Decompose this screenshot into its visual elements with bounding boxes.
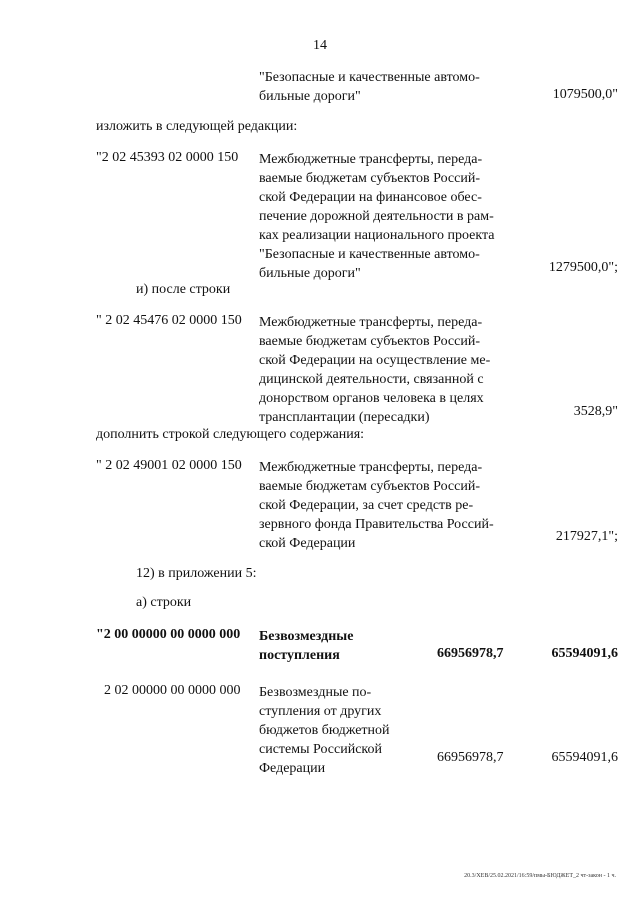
desc-line: "Безопасные и качественные автомо- (259, 70, 480, 85)
page-number: 14 (313, 38, 327, 53)
desc-line: ках реализации национального проекта (259, 228, 495, 243)
row2-code: 2 02 00000 00 0000 000 (104, 683, 241, 698)
desc-line: Безвозмездные (259, 629, 354, 644)
block4-code: " 2 02 49001 02 0000 150 (96, 458, 242, 473)
desc-line: ской Федерации на финансовое обес- (259, 190, 482, 205)
block4-description (259, 458, 509, 553)
row2-amount1: 66956978,7 (437, 750, 504, 765)
desc-line: ваемые бюджетам субъектов Россий- (259, 479, 480, 494)
block2-description (259, 150, 509, 283)
block3-description (259, 313, 509, 427)
block3-amount: 3528,9" (573, 404, 618, 419)
desc-line: поступления (259, 648, 340, 663)
desc-line: бильные дороги" (259, 266, 361, 281)
desc-line: Безвозмездные по- (259, 685, 372, 700)
desc-line: ской Федерации, за счет средств ре- (259, 498, 474, 513)
instruction-text: и) после строки (136, 282, 231, 297)
desc-line: Федерации (259, 761, 326, 776)
instruction-text: изложить в следующей редакции: (96, 119, 298, 134)
instruction-text: дополнить строкой следующего содержания: (96, 427, 365, 442)
desc-line: дицинской деятельности, связанной с (259, 372, 484, 387)
block4-amount: 217927,1"; (555, 529, 618, 544)
row2-description (259, 683, 401, 778)
instruction-text: 12) в приложении 5: (136, 566, 257, 581)
desc-line: печение дорожной деятельности в рам- (259, 209, 494, 224)
row1-amount1: 66956978,7 (437, 646, 504, 661)
desc-line: бюджетов бюджетной (259, 723, 390, 738)
block1-description (259, 68, 509, 106)
desc-line: бильные дороги" (259, 89, 361, 104)
row1-code: "2 00 00000 00 0000 000 (96, 627, 241, 642)
row1-description (259, 627, 353, 665)
desc-line: ской Федерации на осуществление ме- (259, 353, 491, 368)
block2-amount: 1279500,0"; (548, 260, 618, 275)
desc-line: ской Федерации (259, 536, 356, 551)
footer-stamp: 20.3/XEB/25.02.2021/16:59/пмы-БЮДЖЕТ_2 чт-закон - 1 ч. (464, 873, 616, 879)
desc-line: ваемые бюджетам субъектов Россий- (259, 334, 480, 349)
row1-amount2: 65594091,6 (551, 646, 618, 661)
desc-line: "Безопасные и качественные автомо- (259, 247, 480, 262)
desc-line: Межбюджетные трансферты, переда- (259, 460, 483, 475)
desc-line: ваемые бюджетам субъектов Россий- (259, 171, 480, 186)
desc-line: зервного фонда Правительства Россий- (259, 517, 494, 532)
block1-amount: 1079500,0" (552, 87, 618, 102)
desc-line: Межбюджетные трансферты, переда- (259, 152, 483, 167)
desc-line: системы Российской (259, 742, 383, 757)
desc-line: донорством органов человека в целях (259, 391, 484, 406)
block2-code: "2 02 45393 02 0000 150 (96, 150, 239, 165)
desc-line: ступления от других (259, 704, 382, 719)
desc-line: трансплантации (пересадки) (259, 410, 430, 425)
instruction-text: а) строки (136, 595, 192, 610)
desc-line: Межбюджетные трансферты, переда- (259, 315, 483, 330)
row2-amount2: 65594091,6 (551, 750, 618, 765)
block3-code: " 2 02 45476 02 0000 150 (96, 313, 242, 328)
